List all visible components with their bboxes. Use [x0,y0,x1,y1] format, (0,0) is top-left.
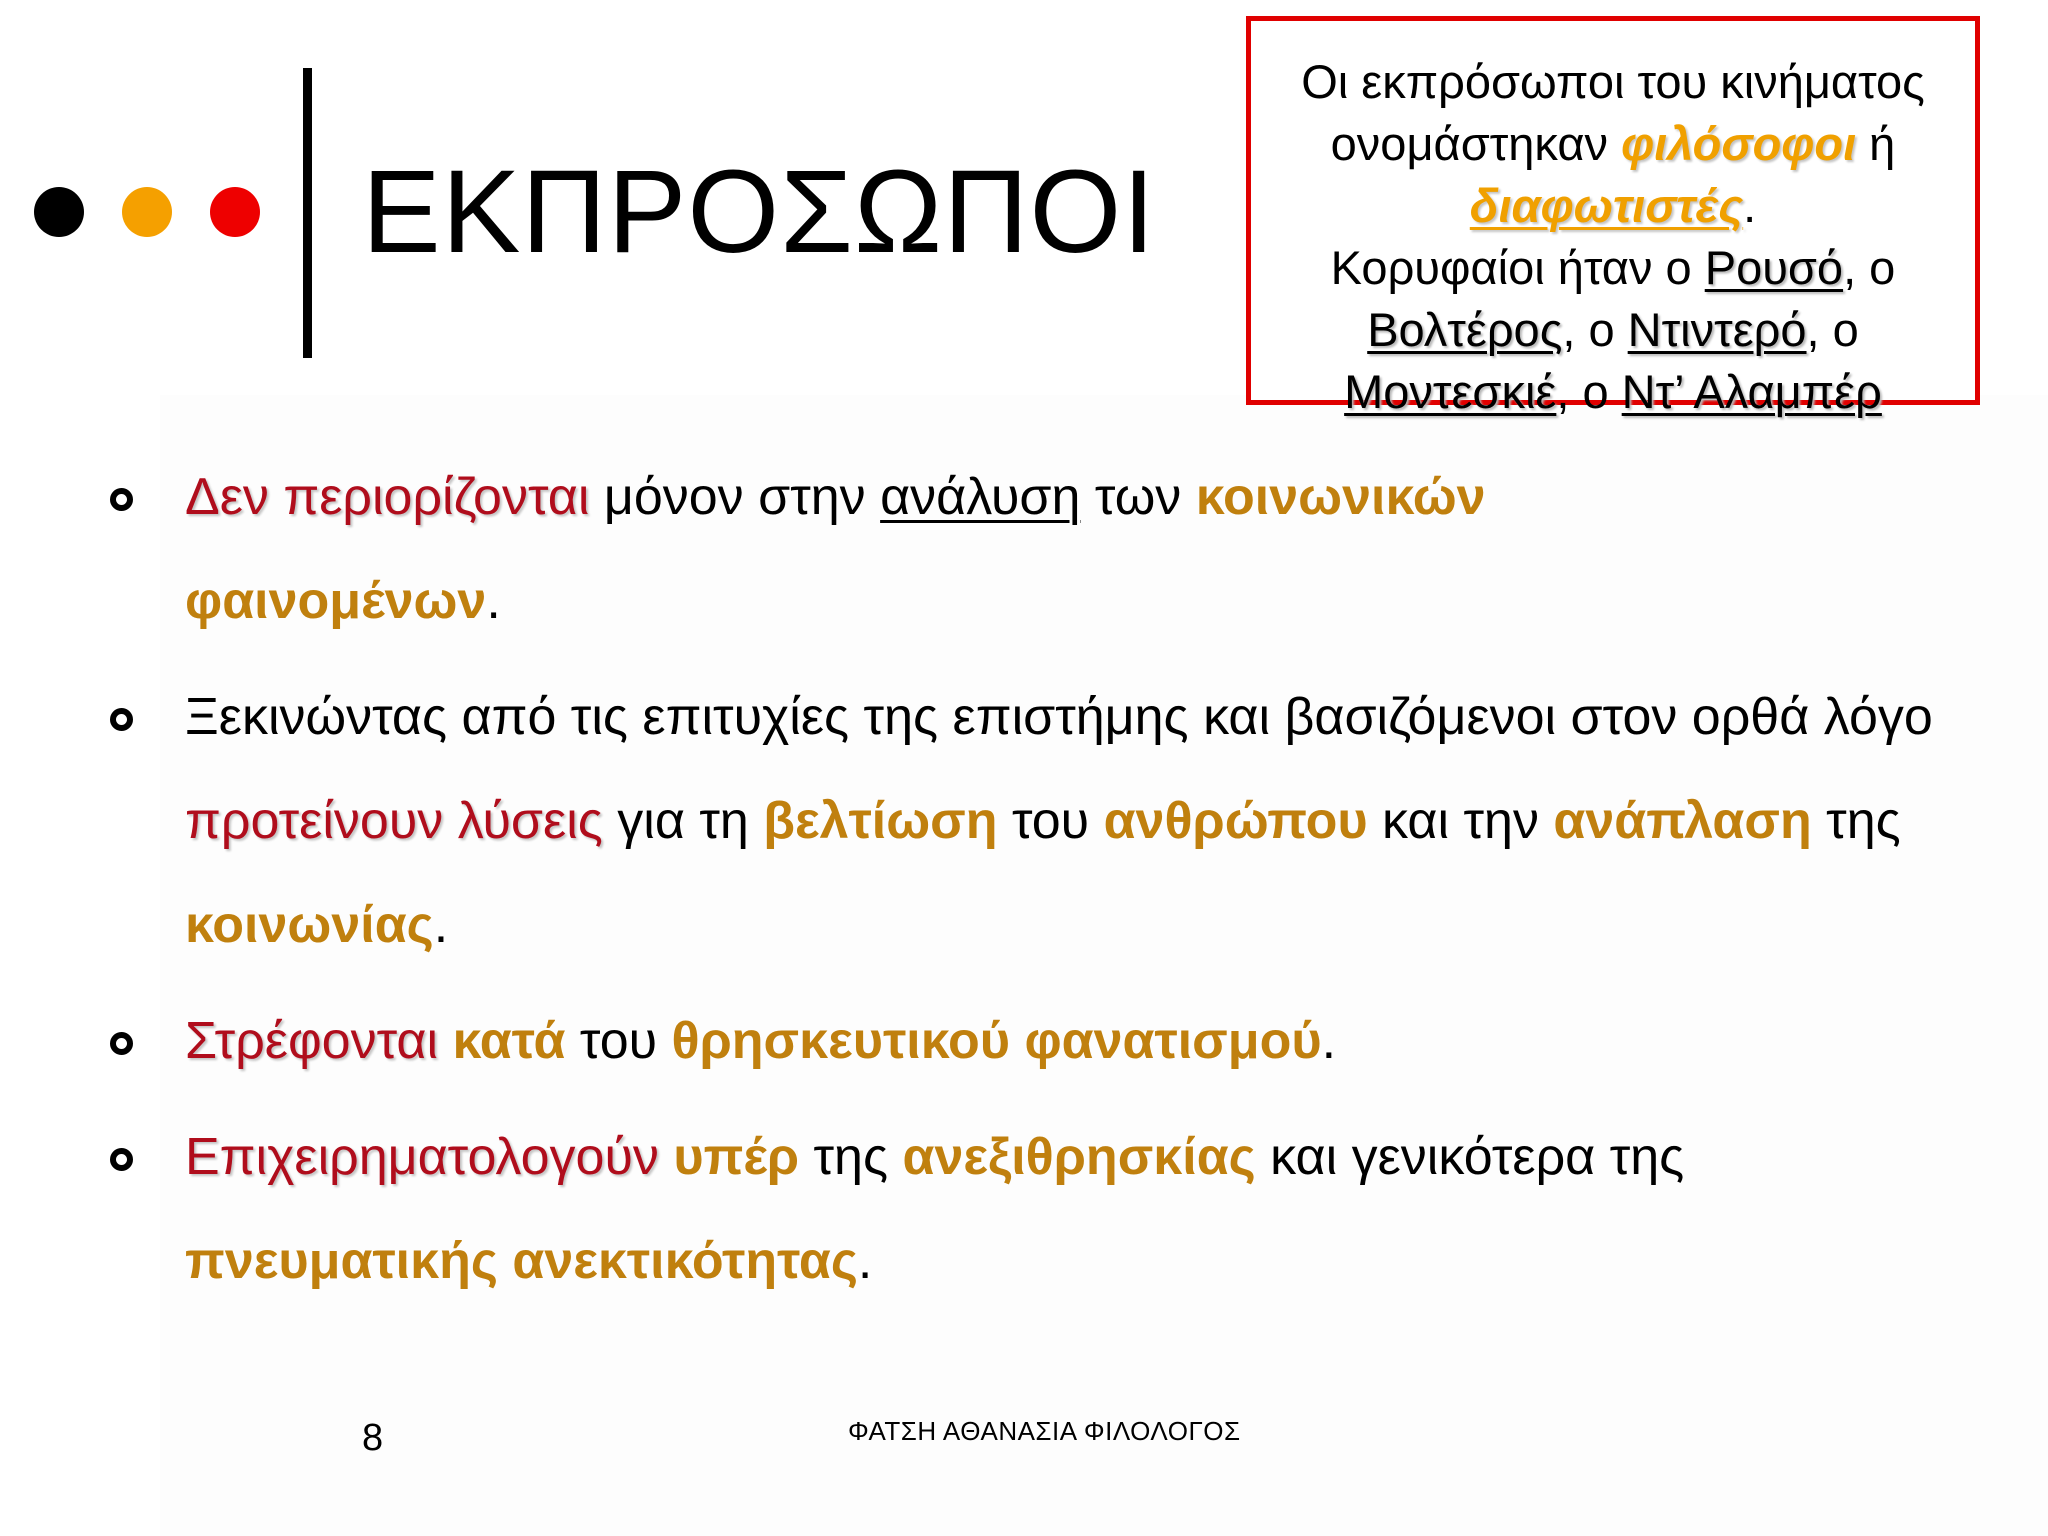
bullet-item-solutions: Ξεκινώντας από τις επιτυχίες της επιστήμης και βασιζόμενοι στον ορθά λόγο προτείνουν λύσεις για τη βελτίωση του ανθρώπου και την ανάπλαση της κοινωνίας. [110,665,1985,977]
bullet-item-tolerance: Επιχειρηματολογούν υπέρ της ανεξιθρησκίας και γενικότερα της πνευματικής ανεκτικότητας. [110,1105,1985,1313]
callout-line-1: Οι εκπρόσωποι του κινήματος [1301,55,1925,108]
footer-author: ΦΑΤΣΗ ΑΘΑΝΑΣΙΑ ΦΙΛΟΛΟΓΟΣ [848,1416,1241,1446]
name-montesquieu: Μοντεσκιέ [1344,365,1557,418]
bullet-item-analysis: Δεν περιορίζονται μόνον στην ανάλυση των κοινωνικών φαινομένων. [110,445,1735,653]
bullet-item-fanaticism: Στρέφονται κατά του θρησκευτικού φανατισμού. [110,989,1985,1093]
callout-line-4: Κορυφαίοι ήταν ο Ρουσό, ο [1330,241,1896,294]
callout-line-6: Μοντεσκιέ, ο Ντ’ Αλαμπέρ [1344,365,1882,418]
callout-line-2: ονομάστηκαν φιλόσοφοι ή [1330,117,1896,170]
name-voltaire: Βολτέρος [1367,303,1563,356]
black-dot-icon [34,187,84,237]
orange-dot-icon [122,187,172,237]
bullet-ring-icon [110,1032,133,1055]
name-dalembert: Ντ’ Αλαμπέρ [1621,365,1882,418]
decorative-dots [34,187,260,237]
red-dot-icon [210,187,260,237]
representatives-callout-box [1246,16,1980,418]
slide-title: ΕΚΠΡΟΣΩΠΟΙ [362,146,1157,278]
term-enlighteners: διαφωτιστές [1469,179,1744,232]
bullet-ring-icon [110,1148,133,1171]
bullet-ring-icon [110,488,133,511]
callout-line-3: διαφωτιστές. [1469,179,1757,232]
slide-number: 8 [362,1417,384,1459]
name-diderot: Ντιντερό [1627,303,1807,356]
callout-line-5: Βολτέρος, ο Ντιντερό, ο [1367,303,1859,356]
name-rousseau: Ρουσό [1704,241,1844,294]
bullet-list [110,445,1990,1313]
bullet-ring-icon [110,708,133,731]
term-philosophers: φιλόσοφοι [1621,117,1857,170]
title-divider [303,68,312,358]
